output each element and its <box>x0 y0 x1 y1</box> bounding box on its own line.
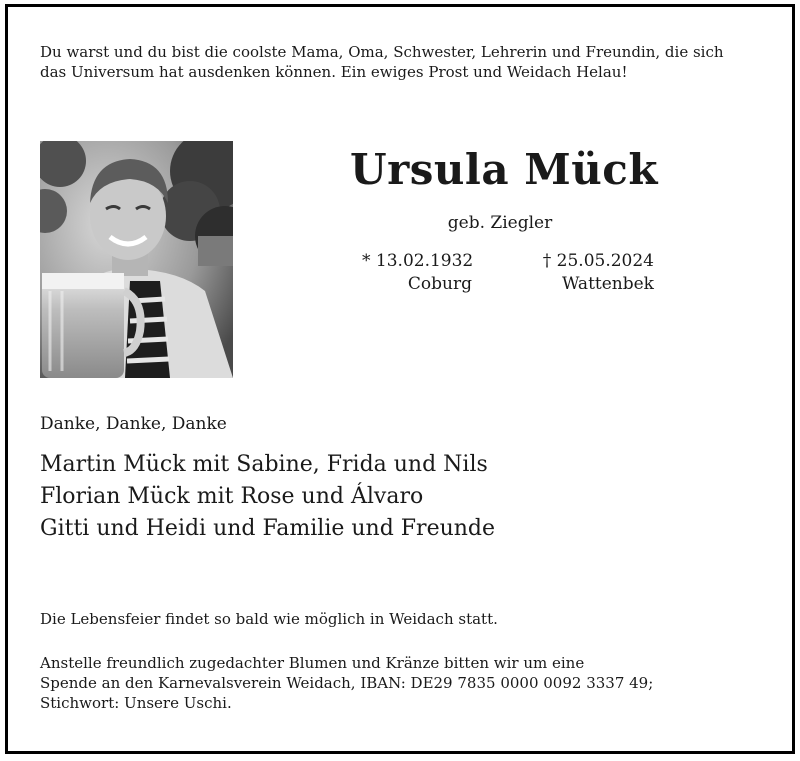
donation-request <box>40 653 653 713</box>
donation-line-1: Anstelle freundlich zugedachter Blumen und Kränze bitten wir um eine <box>40 654 585 672</box>
intro-line-1: Du warst und du bist die coolste Mama, Oma, Schwester, Lehrerin und Freundin, die sich <box>40 43 724 61</box>
donation-line-2: Spende an den Karnevalsverein Weidach, IBAN: DE29 7835 0000 0092 3337 49; <box>40 674 654 692</box>
family-line: Martin Mück mit Sabine, Frida und Nils <box>40 452 488 477</box>
intro-line-2: das Universum hat ausdenken können. Ein ewiges Prost und Weidach Helau! <box>40 63 628 81</box>
maiden-name: geb. Ziegler <box>447 213 553 233</box>
birth-block <box>362 250 472 296</box>
portrait-photo <box>40 141 233 378</box>
donation-line-3: Stichwort: Unsere Uschi. <box>40 694 232 712</box>
death-date: † 25.05.2024 <box>542 251 654 271</box>
birth-place: Coburg <box>407 274 472 294</box>
obituary-frame <box>5 4 795 754</box>
death-place: Wattenbek <box>561 274 654 294</box>
deceased-name: Ursula Mück <box>350 145 658 194</box>
family-line: Florian Mück mit Rose und Álvaro <box>40 484 424 509</box>
birth-date: * 13.02.1932 <box>362 251 474 271</box>
death-block <box>524 250 654 296</box>
family-list <box>40 449 495 545</box>
thanks-line: Danke, Danke, Danke <box>40 414 227 434</box>
ceremony-notice: Die Lebensfeier findet so bald wie möglich in Weidach statt. <box>40 610 498 628</box>
family-line: Gitti und Heidi und Familie und Freunde <box>40 516 496 541</box>
intro-text <box>40 42 724 82</box>
